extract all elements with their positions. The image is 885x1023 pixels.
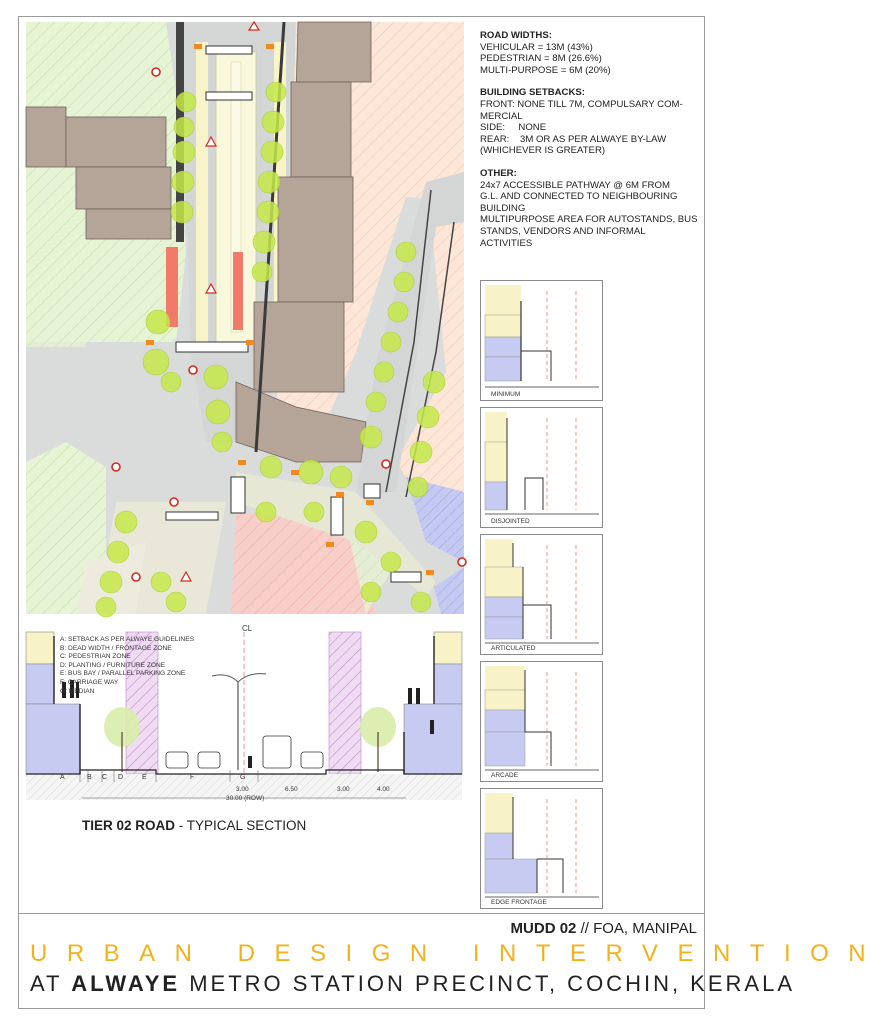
legend-item: B: DEAD WIDTH / FRONTAGE ZONE <box>60 644 172 652</box>
typology-label: ARTICULATED <box>491 645 536 652</box>
dim-label: 6.50 <box>285 786 298 793</box>
project-title: URBAN DESIGN INTERVENTION <box>30 940 885 967</box>
total-row-label: 30.00 (ROW) <box>226 795 265 802</box>
section-title <box>82 818 306 833</box>
other-line: MULTIPURPOSE AREA FOR AUTOSTANDS, BUS <box>480 214 698 226</box>
footer-divider <box>18 913 705 914</box>
setbacks-heading: BUILDING SETBACKS: <box>480 87 585 99</box>
other-line: G.L. AND CONNECTED TO NEIGHBOURING <box>480 191 678 203</box>
subtitle-bold: ALWAYE <box>71 971 181 996</box>
road-widths-heading: ROAD WIDTHS: <box>480 30 552 41</box>
legend-item: G: MEDIAN <box>60 687 95 695</box>
setback-line: SIDE: NONE <box>480 122 547 134</box>
other-heading: OTHER: <box>480 167 517 179</box>
road-width-line: PEDESTRIAN = 8M (26.6%) <box>480 53 602 65</box>
typology-disjointed <box>480 407 603 528</box>
typology-label: DISJOINTED <box>491 518 530 525</box>
typology-label: ARCADE <box>491 772 519 779</box>
setbacks-block <box>480 87 705 157</box>
zone-letter-b: B <box>87 774 92 781</box>
typology-label: MINIMUM <box>491 391 521 398</box>
project-subtitle <box>30 971 795 997</box>
dim-label: 3.00 <box>337 786 350 793</box>
centerline-label: CL <box>242 624 253 633</box>
legend-item: A: SETBACK AS PER ALWAYE GUIDELINES <box>60 636 194 643</box>
setback-line: REAR: 3M OR AS PER ALWAYE BY-LAW <box>480 133 667 145</box>
dim-label: 3.00 <box>236 786 249 793</box>
dim-label: 4.00 <box>377 786 390 793</box>
typology-articulated <box>480 534 603 655</box>
subtitle-post: METRO STATION PRECINCT, COCHIN, KERALA <box>180 971 795 996</box>
legend-item: F: CARRIAGE WAY <box>60 678 119 686</box>
zone-letter-e: E <box>142 774 147 781</box>
typology-arcade <box>480 661 603 782</box>
typology-label: EDGE FRONTAGE <box>491 899 547 906</box>
course-bold: MUDD 02 <box>510 920 577 937</box>
course-rest: // FOA, MANIPAL <box>576 920 697 937</box>
other-line: BUILDING <box>480 202 526 214</box>
zone-letter-d: D <box>118 774 124 781</box>
road-widths-block <box>480 30 705 76</box>
legend-item: E: BUS BAY / PARALLEL PARKING ZONE <box>60 670 186 678</box>
other-line: STANDS, VENDORS AND INFORMAL <box>480 225 646 237</box>
other-block <box>480 168 705 249</box>
zone-letter-c: C <box>102 774 108 781</box>
zone-letter-g: G <box>240 774 246 781</box>
site-plan <box>26 22 464 614</box>
setback-line: MERCIAL <box>480 110 523 122</box>
zone-letter-f: F <box>190 774 195 781</box>
setback-line: (WHICHEVER IS GREATER) <box>480 145 606 157</box>
course-label <box>511 920 697 937</box>
section-title-bold: TIER 02 ROAD <box>82 818 176 833</box>
road-width-line: MULTI-PURPOSE = 6M (20%) <box>480 64 611 76</box>
setback-line: FRONT: NONE TILL 7M, COMPULSARY COM- <box>480 98 683 110</box>
road-width-line: VEHICULAR = 13M (43%) <box>480 41 593 53</box>
typology-edge-frontage <box>480 788 603 909</box>
zone-letter-a: A <box>60 774 65 781</box>
design-notes <box>480 30 705 260</box>
legend-item: D: PLANTING / FURNITURE ZONE <box>60 661 166 669</box>
other-line: 24x7 ACCESSIBLE PATHWAY @ 6M FROM <box>480 179 670 191</box>
legend-item: C: PEDESTRIAN ZONE <box>60 653 131 661</box>
other-line: ACTIVITIES <box>480 237 533 249</box>
section-title-rest: - TYPICAL SECTION <box>175 818 307 833</box>
typology-minimum <box>480 280 603 401</box>
section-legend <box>60 636 194 696</box>
subtitle-pre: AT <box>30 971 72 996</box>
